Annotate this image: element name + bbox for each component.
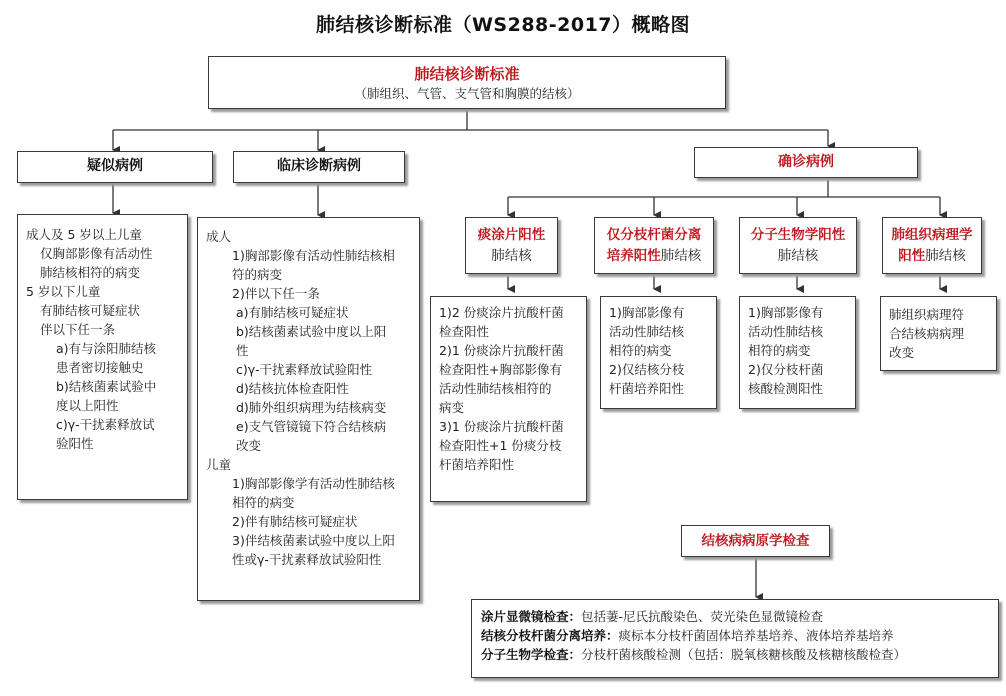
lab-exam-item <box>481 645 998 664</box>
detail-line: a)有与涂阳肺结核 <box>56 341 157 356</box>
root-subtitle: （肺组织、气管、支气管和胸膜的结核） <box>354 86 580 101</box>
detail-line: 1)胸部影像有 <box>748 305 824 320</box>
lab-exam-node <box>681 525 830 557</box>
clinical-case-node <box>233 151 405 183</box>
detail-line: 相符的病变 <box>609 343 672 358</box>
detail-line: b)结核菌素试验中度以上阳 <box>236 324 387 339</box>
confirmed-case-label: 确诊病例 <box>778 154 834 170</box>
molecular-positive-details <box>739 296 856 409</box>
detail-line: 相符的病变 <box>232 495 295 510</box>
detail-line: 2)1 份痰涂片抗酸杆菌 <box>439 343 564 358</box>
clinical-case-label: 临床诊断病例 <box>277 158 361 174</box>
detail-line: 患者密切接触史 <box>56 360 144 375</box>
detail-line: 相符的病变 <box>748 343 811 358</box>
detail-line: 活动性肺结核 <box>748 324 824 339</box>
lab-exam-item-label: 涂片显微镜检查： <box>481 609 582 624</box>
detail-line: 1)胸部影像学有活动性肺结核 <box>232 476 395 491</box>
detail-line: a)有肺结核可疑症状 <box>236 305 349 320</box>
culture-positive-node <box>594 217 714 274</box>
detail-line: 1)胸部影像有活动性肺结核相 <box>232 248 395 263</box>
detail-line: 验阳性 <box>56 436 94 451</box>
smear-positive-title: 痰涂片阳性 <box>477 227 546 243</box>
detail-line: d)肺外组织病理为结核病变 <box>236 400 387 415</box>
pathology-positive-subtitle: 肺结核 <box>925 248 966 264</box>
page-title: 肺结核诊断标准（WS288-2017）概略图 <box>315 14 691 36</box>
detail-line: 2)伴有肺结核可疑症状 <box>232 514 358 529</box>
smear-positive-subtitle: 肺结核 <box>491 248 532 264</box>
detail-line: 2)仅分枝杆菌 <box>748 362 824 377</box>
detail-line: 1)胸部影像有 <box>609 305 685 320</box>
detail-line: 3)伴结核菌素试验中度以上阳 <box>232 533 395 548</box>
detail-line: 成人及 5 岁以上儿童 <box>26 227 142 242</box>
detail-line: 符的病变 <box>232 267 283 282</box>
detail-line: b)结核菌素试验中 <box>56 379 157 394</box>
detail-line: 检查阳性+胸部影像有 <box>439 362 562 377</box>
pathology-positive-node <box>882 217 982 274</box>
culture-positive-details <box>600 296 717 409</box>
detail-line: 病变 <box>439 400 465 415</box>
detail-line: 2)仅结核分枝 <box>609 362 685 377</box>
smear-positive-details <box>430 296 587 502</box>
lab-exam-item <box>481 607 998 626</box>
detail-line: 伴以下任一条 <box>40 322 116 337</box>
culture-positive-title-2: 培养阳性 <box>606 248 661 264</box>
detail-line: 儿童 <box>206 457 232 472</box>
detail-line: 杆菌培养阳性 <box>609 381 685 396</box>
detail-line: 核酸检测阳性 <box>748 381 824 396</box>
detail-line: e)支气管镜镜下符合结核病 <box>236 419 387 434</box>
culture-positive-subtitle: 肺结核 <box>660 248 702 264</box>
molecular-positive-node <box>739 217 857 274</box>
lab-exam-item-label: 结核分枝杆菌分离培养： <box>481 628 619 643</box>
detail-line: 活动性肺结核 <box>609 324 685 339</box>
detail-line: 合结核病病理 <box>889 326 965 341</box>
confirmed-case-node <box>694 147 918 178</box>
pathology-positive-title-2: 阳性 <box>898 248 926 264</box>
root-node <box>208 56 726 109</box>
smear-positive-node <box>465 217 558 274</box>
detail-line: 肺结核相符的病变 <box>40 265 141 280</box>
clinical-details <box>197 217 420 601</box>
detail-line: 5 岁以下儿童 <box>26 284 101 299</box>
detail-line: 改变 <box>236 438 262 453</box>
detail-line: 杆菌培养阳性 <box>439 457 515 472</box>
culture-positive-title: 仅分枝杆菌分离 <box>606 227 702 243</box>
detail-line: c)γ-干扰素释放试验阳性 <box>236 362 373 377</box>
detail-line: c)γ-干扰素释放试 <box>56 417 155 432</box>
detail-line: 仅胸部影像有活动性 <box>40 246 153 261</box>
pathology-positive-details <box>880 296 997 371</box>
molecular-positive-subtitle: 肺结核 <box>777 248 819 264</box>
lab-exam-item-text: 分枝杆菌核酸检测（包括：脱氧核糖核酸及核糖核酸检查） <box>581 647 907 662</box>
detail-line: d)结核抗体检查阳性 <box>236 381 349 396</box>
detail-line: 2)伴以下任一条 <box>232 286 320 301</box>
suspected-case-node <box>17 151 213 183</box>
suspected-details <box>17 214 188 500</box>
lab-exam-details <box>471 599 999 678</box>
detail-line: 度以上阳性 <box>56 398 119 413</box>
lab-exam-item-text: 痰标本分枝杆菌固体培养基培养、液体培养基培养 <box>618 628 894 643</box>
detail-line: 成人 <box>206 229 232 244</box>
detail-line: 有肺结核可疑症状 <box>40 303 141 318</box>
detail-line: 1)2 份痰涂片抗酸杆菌 <box>439 305 564 320</box>
pathology-positive-title: 肺组织病理学 <box>891 227 973 243</box>
detail-line: 性 <box>236 343 249 358</box>
detail-line: 性或γ-干扰素释放试验阳性 <box>232 552 382 567</box>
detail-line: 肺组织病理符 <box>889 307 965 322</box>
root-title: 肺结核诊断标准 <box>414 65 520 83</box>
lab-exam-item-text: 包括萋-尼氏抗酸染色、荧光染色显微镜检查 <box>581 609 824 624</box>
detail-line: 活动性肺结核相符的 <box>439 381 552 396</box>
lab-exam-item <box>481 626 998 645</box>
lab-exam-title: 结核病病原学检查 <box>701 533 810 549</box>
suspected-case-label: 疑似病例 <box>87 158 143 174</box>
molecular-positive-title: 分子生物学阳性 <box>750 227 846 243</box>
detail-line: 检查阳性+1 份痰分枝 <box>439 438 562 453</box>
detail-line: 改变 <box>889 345 915 360</box>
lab-exam-item-label: 分子生物学检查： <box>481 647 582 662</box>
detail-line: 检查阳性 <box>439 324 490 339</box>
detail-line: 3)1 份痰涂片抗酸杆菌 <box>439 419 564 434</box>
